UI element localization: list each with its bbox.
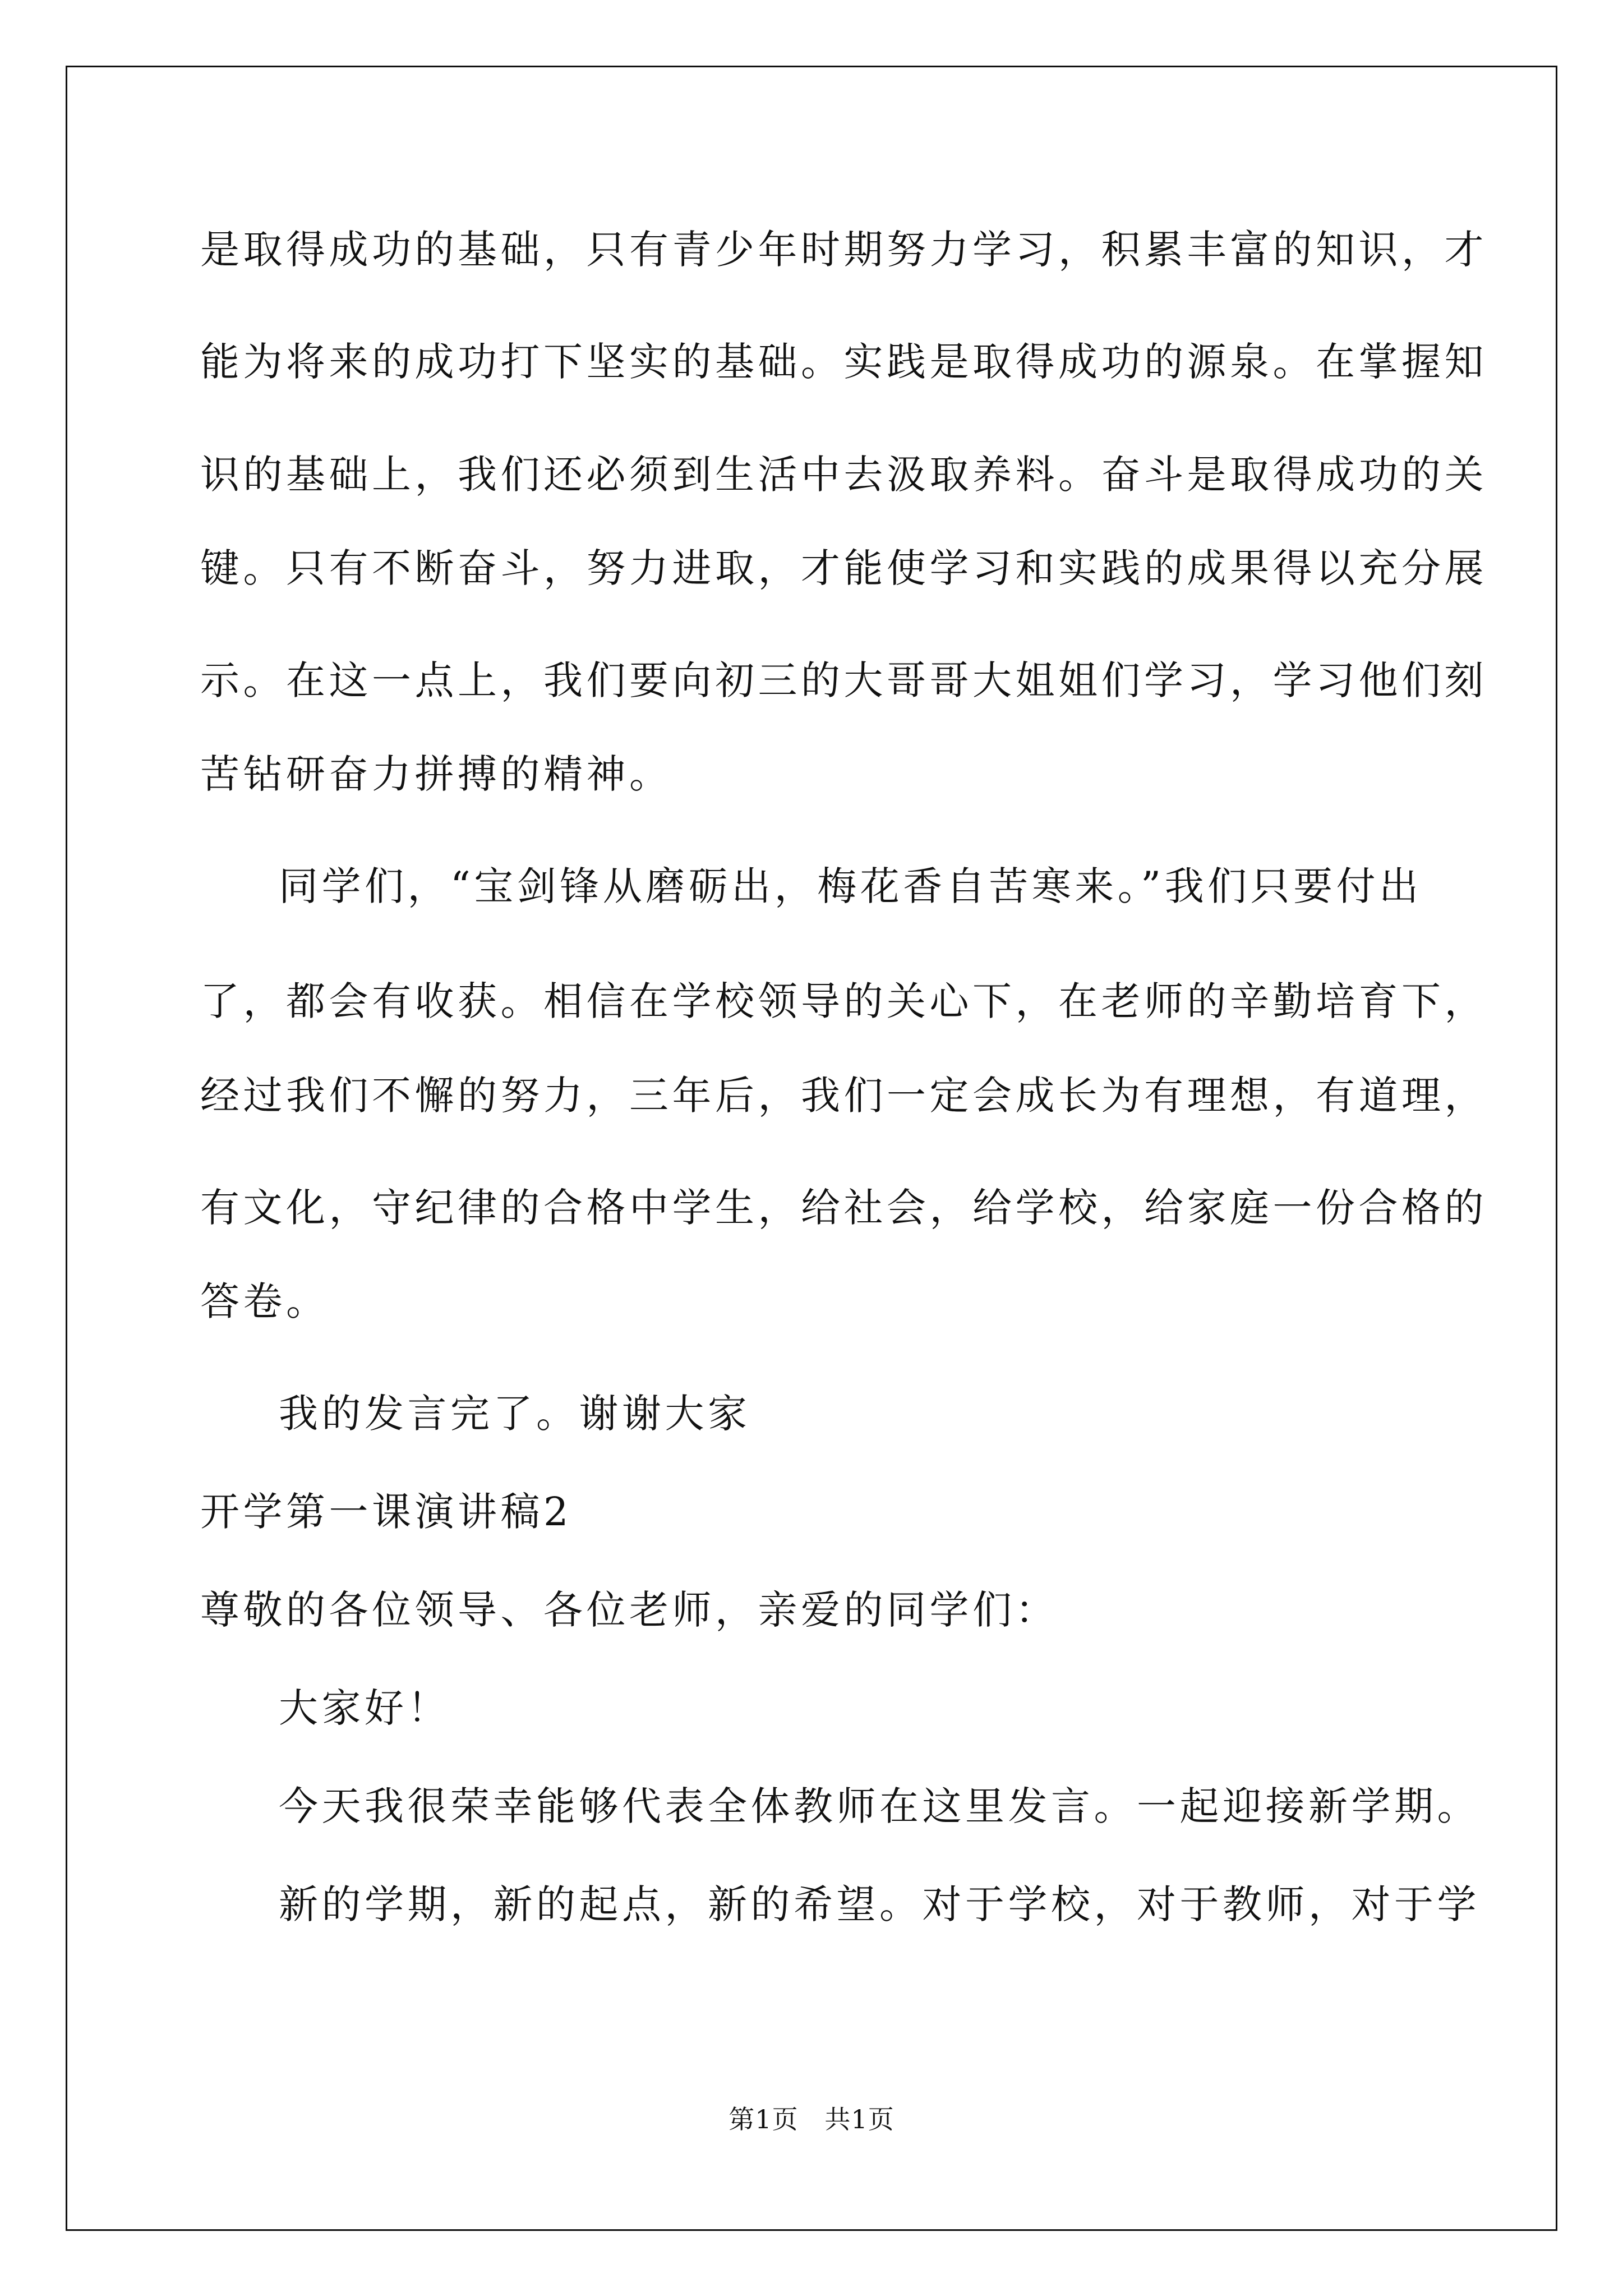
text-line: 苦钻研奋力拼搏的精神。 (200, 751, 672, 797)
page-footer: 第1页 共1页 (728, 2104, 895, 2134)
text-line: 有文化，守纪律的合格中学生，给社会，给学校，给家庭一份合格的 (200, 1185, 1487, 1231)
closing-line: 我的发言完了。谢谢大家 (279, 1391, 751, 1437)
text-line: 经过我们不懈的努力，三年后，我们一定会成长为有理想，有道理， (200, 1073, 1487, 1119)
paragraph-first-line: 新的学期，新的起点，新的希望。对于学校，对于教师，对于学 (279, 1881, 1480, 1927)
text-line: 示。在这一点上，我们要向初三的大哥哥大姐姐们学习，学习他们刻 (200, 657, 1487, 703)
text-line: 识的基础上，我们还必须到生活中去汲取养料。奋斗是取得成功的关 (200, 452, 1487, 498)
paragraph-first-line: 今天我很荣幸能够代表全体教师在这里发言。一起迎接新学期。 (279, 1783, 1480, 1829)
paragraph-first-line: 同学们，“宝剑锋从磨砺出，梅花香自苦寒来。”我们只要付出 (279, 863, 1422, 909)
text-line: 能为将来的成功打下坚实的基础。实践是取得成功的源泉。在掌握知 (200, 339, 1487, 385)
text-line: 答卷。 (200, 1278, 329, 1324)
text-line: 是取得成功的基础，只有青少年时期努力学习，积累丰富的知识，才 (200, 227, 1487, 273)
greeting: 大家好！ (279, 1685, 450, 1731)
text-line: 了，都会有收获。相信在学校领导的关心下，在老师的辛勤培育下， (200, 978, 1487, 1024)
salutation: 尊敬的各位领导、各位老师，亲爱的同学们： (200, 1587, 1058, 1633)
section-title: 开学第一课演讲稿2 (200, 1489, 573, 1535)
text-line: 键。只有不断奋斗，努力进取，才能使学习和实践的成果得以充分展 (200, 545, 1487, 591)
